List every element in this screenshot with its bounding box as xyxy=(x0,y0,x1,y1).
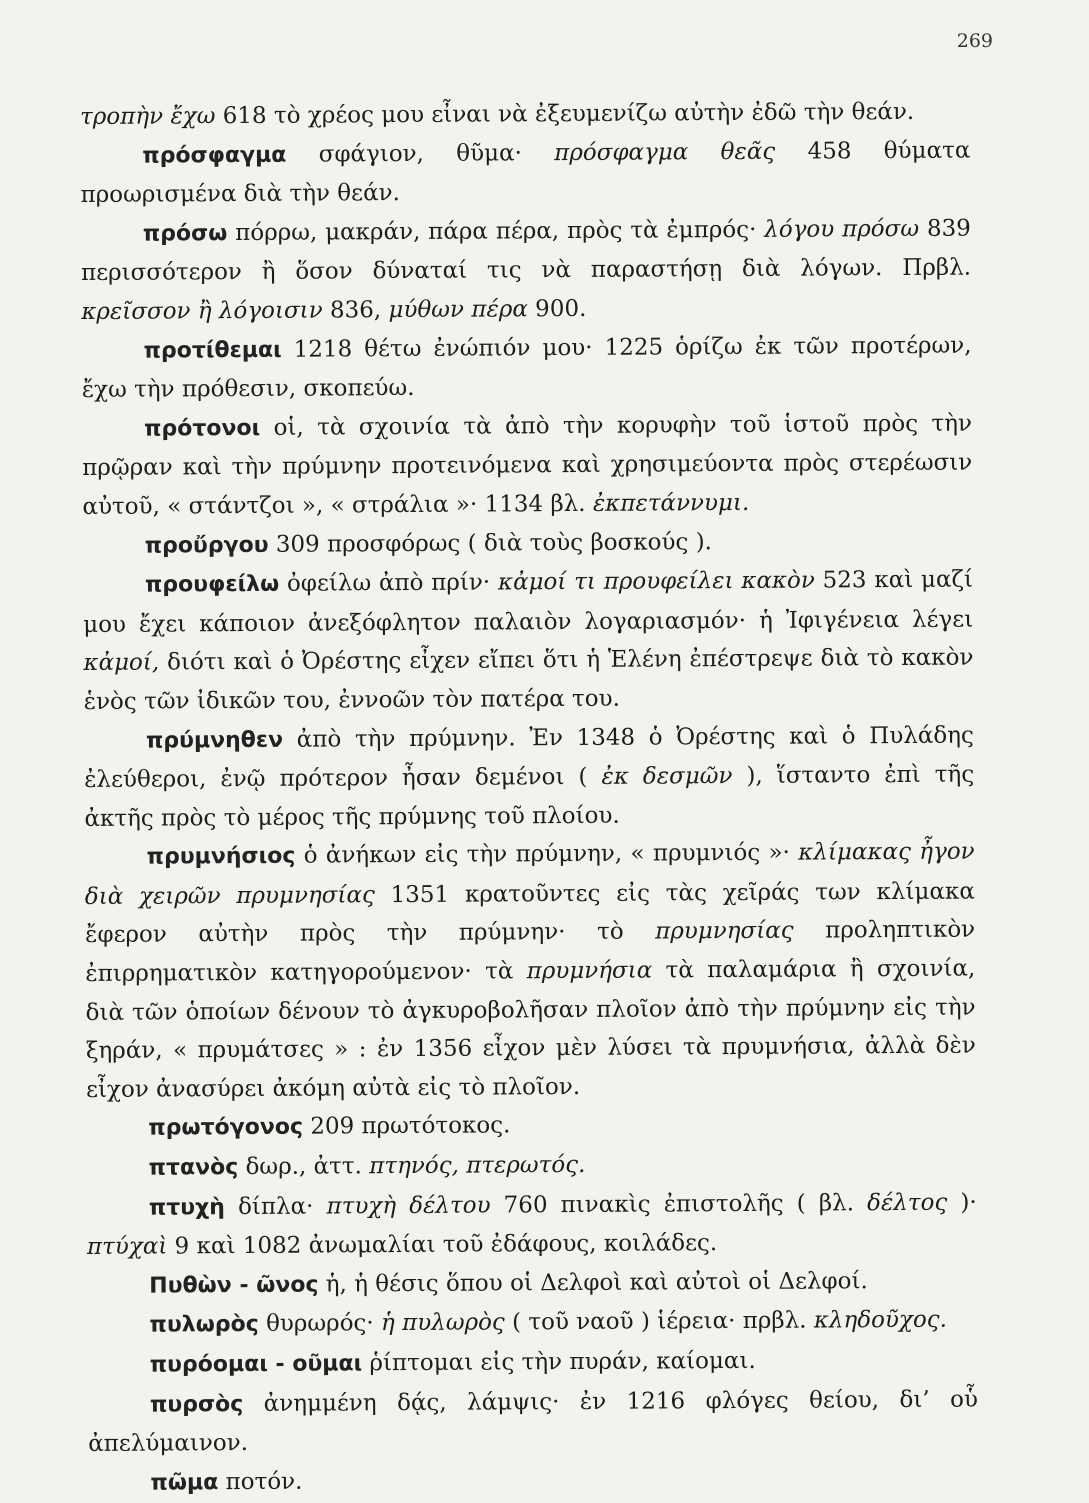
entry-headword: πρόσφαγμα xyxy=(142,142,287,169)
entry-citation: πτηνός, πτερωτός. xyxy=(369,1151,586,1180)
entry-headword: πρόσω xyxy=(142,220,228,247)
entry-text: 900. xyxy=(527,295,587,323)
dictionary-entries xyxy=(80,93,979,1503)
entry-text: ), ἵσταντο ἐπὶ τῆς ἀκτῆς πρὸς τὸ μέρος τῆς πρύμνης τοῦ πλοίου. xyxy=(84,761,975,832)
entry-headword: πυλωρὸς xyxy=(149,1312,259,1339)
entry-text: 1218 θέτω ἐνώπιόν μου· 1225 ὁρίζω ἐκ τῶν προτέρων, ἔχω τὴν πρόθεσιν, σκοπεύω. xyxy=(81,332,972,404)
entry-text: πόρρω, μακράν, πάρα πέρα, πρὸς τὰ ἐμπρός· xyxy=(227,216,765,246)
entry-text: 618 τὸ χρέος μου εἶναι νὰ ἐξευμενίζω αὐτὴν ἐδῶ τὴν θεάν. xyxy=(215,98,915,130)
entry-text: 760 πινακὶς ἐπιστολῆς ( βλ. xyxy=(490,1189,868,1219)
entry-citation: κἀμοί, xyxy=(83,649,160,677)
dictionary-entry xyxy=(81,326,971,410)
entry-citation: κληδοῦχος. xyxy=(813,1307,948,1334)
entry-citation: κἀμοί τι προυφείλει κακὸν xyxy=(497,567,815,596)
entry-citation: πρυμνήσια xyxy=(526,957,653,985)
entry-text: προληπτικὸν ἐπιρρηματικὸν κατηγορούμενον· τὰ xyxy=(85,917,976,988)
entry-text: ποτόν. xyxy=(218,1468,303,1495)
entry-text: θυρωρός· xyxy=(258,1310,382,1338)
dictionary-entry xyxy=(87,1261,977,1306)
dictionary-entry xyxy=(88,1341,978,1386)
dictionary-entry xyxy=(86,1144,976,1189)
entry-text: 209 πρωτότοκος. xyxy=(302,1112,511,1141)
entry-text: διότι καὶ ὁ Ὀρέστης εἶχεν εἴπει ὅτι ἡ Ἑλένη ἐπέστρεψε διὰ τὸ κακὸν ἑνὸς τῶν ἰδικῶν του, ἐννοῶν τὸν πατέρα του. xyxy=(83,644,974,715)
entry-text: ἡ, ἡ θέσις ὅπου οἱ Δελφοὶ καὶ αὐτοὶ οἱ Δελφοί. xyxy=(318,1268,868,1298)
entry-headword: πρότονοι xyxy=(143,415,261,442)
dictionary-entry xyxy=(88,1458,978,1503)
entry-citation: ἐκπετάννυμι. xyxy=(592,489,750,517)
entry-headword: πυρσὸς xyxy=(149,1391,244,1418)
dictionary-entry xyxy=(83,561,974,722)
entry-text: ῥίπτομαι εἰς τὴν πυράν, καίομαι. xyxy=(362,1347,756,1377)
dictionary-entry xyxy=(80,131,970,215)
page-number: 269 xyxy=(956,30,993,52)
entry-text: σφάγιον, θῦμα· xyxy=(286,139,555,168)
dictionary-entry xyxy=(84,716,975,838)
entry-citation: κλίμακας ἦγον διὰ χειρῶν πρυμνησίας xyxy=(84,838,975,910)
entry-text: τὰ παλαμάρια ἢ σχοινία, διὰ τῶν ὁποίων δένουν τὸ ἀγκυροβολῆσαν πλοῖον ἀπὸ τὴν πρύμνην εἰς τὴν ξηράν, « πρυμάτσες » : ἐν 1356 εἶχον μὲν λύσει τὰ πρυμνήσια, ἀλλὰ δὲν εἶχον ἀνασύρει ἀκόμη αὐτὰ εἰς τὸ πλοῖον. xyxy=(85,955,976,1103)
entry-headword: προυφείλω xyxy=(144,571,280,598)
dictionary-entry xyxy=(81,209,972,331)
entry-citation: πτυχὴ δέλτου xyxy=(326,1192,491,1220)
entry-text: )· xyxy=(947,1189,977,1216)
entry-citation: ἡ πυλωρὸς xyxy=(380,1309,505,1337)
dictionary-entry xyxy=(86,1104,976,1149)
entry-citation: τροπὴν ἔχω xyxy=(80,103,216,130)
entry-text: οἱ, τὰ σχοινία τὰ ἀπὸ τὴν κορυφὴν τοῦ ἱστοῦ πρὸς τὴν πρῷραν καὶ τὴν πρύμνην προτεινόμενα καὶ χρησιμεύοντα πρὸς στερέωσιν αὐτοῦ, « στάντζοι », « στράλια »· 1134 βλ. xyxy=(82,410,973,520)
entry-citation: πρυμνησίας xyxy=(655,918,794,945)
dictionary-entry xyxy=(82,404,973,526)
entry-text: ὁ ἀνήκων εἰς τὴν πρύμνην, « πρυμνιός »· xyxy=(295,839,799,869)
entry-headword: πρύμνηθεν xyxy=(145,727,284,754)
dictionary-entry xyxy=(80,93,970,137)
entry-headword: Πυθὼν - ῶνος xyxy=(149,1272,319,1299)
entry-text: 9 καὶ 1082 ἀνωμαλίαι τοῦ ἐδάφους, κοιλάδες. xyxy=(167,1230,718,1260)
entry-citation: λόγου πρόσω xyxy=(764,215,920,243)
dictionary-entry xyxy=(87,1301,977,1346)
entry-text: 836, xyxy=(322,297,389,324)
entry-text: δίπλα· xyxy=(224,1193,327,1220)
entry-citation: πτύχαὶ xyxy=(86,1233,168,1261)
entry-headword: πτανὸς xyxy=(148,1155,239,1181)
entry-citation: πρόσφαγμα θεᾶς xyxy=(554,138,776,166)
entry-citation: ἐκ δεσμῶν xyxy=(601,763,733,790)
entry-text: ὀφείλω ἀπὸ πρίν· xyxy=(279,569,499,597)
entry-text: 458 θύματα προωρισμένα διὰ τὴν θεάν. xyxy=(80,137,971,209)
entry-text: 523 καὶ μαζί μου ἔχει κάποιον ἀνεξόφλητον παλαιὸν λογαριασμόν· ἡ Ἰφιγένεια λέγει xyxy=(83,566,974,638)
dictionary-entry xyxy=(85,833,977,1110)
entry-text: ἀπὸ τὴν πρύμνην. Ἐν 1348 ὁ Ὀρέστης καὶ ὁ Πυλάδης ἐλεύθεροι, ἐνῷ πρότερον ἦσαν δεμένοι ( xyxy=(84,722,974,794)
entry-citation: δέλτος xyxy=(867,1189,948,1216)
entry-citation: κρεῖσσον ἢ λόγοισιν xyxy=(81,297,323,325)
dictionary-entry xyxy=(88,1380,978,1464)
dictionary-entry xyxy=(87,1183,977,1267)
entry-headword: πυρόομαι - οῦμαι xyxy=(149,1351,363,1378)
entry-text: 309 προσφόρως ( διὰ τοὺς βοσκούς ). xyxy=(268,528,713,558)
entry-text: 839 περισσότερον ἢ ὅσον δύναταί τις νὰ παραστήσῃ διὰ λόγων. Πρβλ. xyxy=(80,215,972,287)
entry-text: ( τοῦ ναοῦ ) ἱέρεια· πρβλ. xyxy=(504,1307,814,1336)
entry-headword: πρυμνήσιος xyxy=(146,843,296,870)
entry-headword: προτίθεμαι xyxy=(143,337,282,364)
entry-headword: προὔργου xyxy=(144,532,269,559)
entry-text: δωρ., ἀττ. xyxy=(238,1153,370,1181)
entry-headword: πρωτόγονος xyxy=(148,1115,304,1142)
entry-citation: μύθων πέρα xyxy=(388,296,528,324)
entry-headword: πτυχὴ xyxy=(148,1194,226,1221)
entry-headword: πῶμα xyxy=(150,1469,219,1496)
dictionary-entry xyxy=(83,521,973,566)
entry-text: ἀνημμένη δᾴς, λάμψις· ἐν 1216 φλόγες θείου, δι’ οὗ ἀπελύμαινον. xyxy=(88,1386,979,1458)
entry-text: 1351 κρατοῦντες εἰς τὰς χεῖράς των κλίμακα ἔφερον αὐτὴν πρὸς τὴν πρύμνην· τὸ xyxy=(85,878,975,949)
